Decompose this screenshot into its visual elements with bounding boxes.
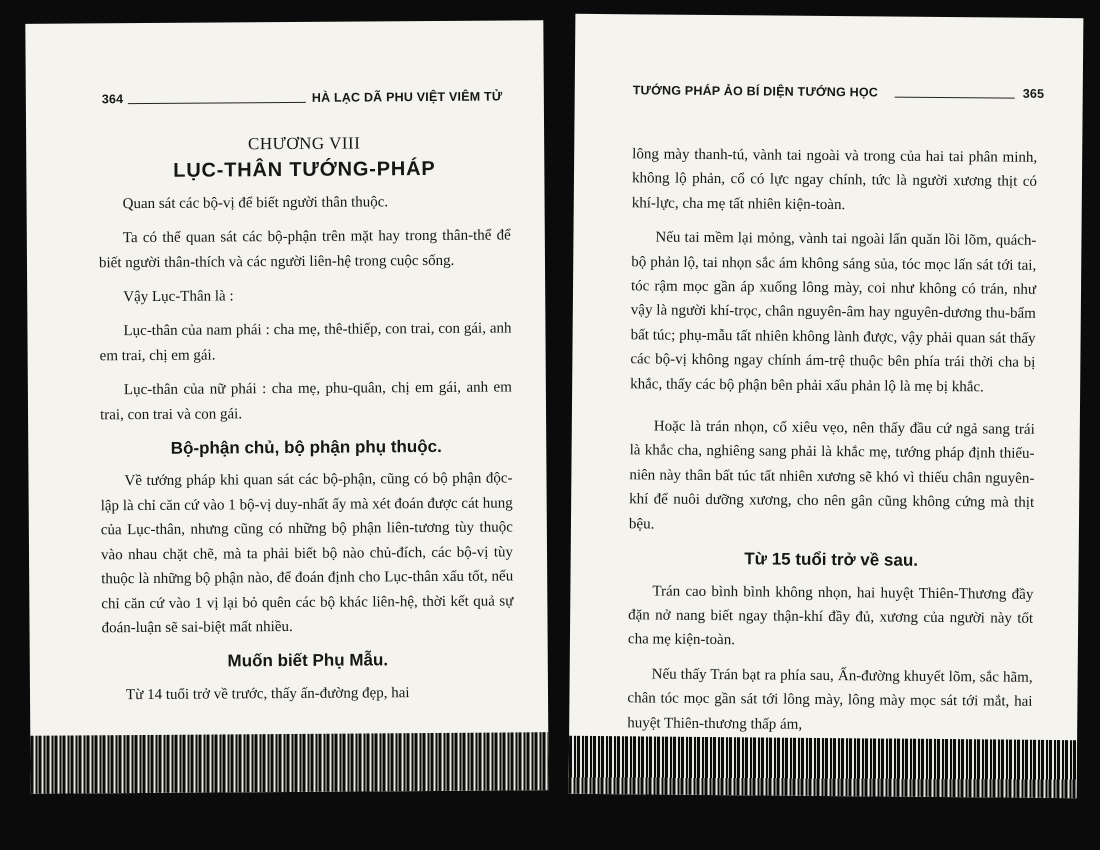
- chapter-title: LỤC-THÂN TƯỚNG-PHÁP: [173, 158, 436, 183]
- paragraph: Hoặc là trán nhọn, cổ xiêu vẹo, nên thấy đầu cứ ngả sang trái là khắc cha, nghiêng sang phải là khắc mẹ, tướng pháp định thiếu-niên này thân bất túc tất nhiên xương sẽ khó vì thiếu chân nguyên-khí để nuôi dưỡng xương, cho nên gân cũng không cứng mà thịt bệu.: [628, 418, 1035, 533]
- paragraph: Từ 14 tuổi trở về trước, thấy ấn-đường đẹp, hai: [125, 684, 410, 703]
- paragraph: Quan sát các bộ-vị để biết người thân thuộc.: [122, 194, 389, 212]
- page-number-left: 364: [101, 92, 124, 107]
- header-rule: [895, 97, 1015, 99]
- paragraph: Trán cao bình bình không nhọn, hai huyệt Thiên-Thương đầy đặn nở nang biết ngay thận-khí đầy đủ, xương của người này tốt cha mẹ kiện-toàn.: [627, 582, 1034, 649]
- paragraph: Vậy Lục-Thân là :: [123, 288, 234, 306]
- header-rule: [128, 102, 306, 104]
- paragraph: Ta có thể quan sát các bộ-phận trên mặt hay trong thân-thể để biết người thân-thích và các người liên-hệ trong cuộc sống.: [98, 227, 511, 271]
- section-heading: Từ 15 tuổi trở về sau.: [744, 549, 919, 570]
- paragraph: lông mày thanh-tú, vành tai ngoài và trong của hai tai phân minh, không lộ phản, cổ có lực ngay chính, tức là người xương thịt có khí-lực, cha mẹ tất nhiên kiện-toàn.: [631, 146, 1038, 213]
- left-running-header: [26, 86, 544, 112]
- running-title-right: TƯỚNG PHÁP ẢO BÍ DIỆN TƯỚNG HỌC: [632, 83, 879, 100]
- running-title-left: HÀ LẠC DÃ PHU VIỆT VIÊM TỬ: [311, 89, 503, 105]
- paragraph: Lục-thân của nam phái : cha mẹ, thê-thiếp, con trai, con gái, anh em trai, chị em gái.: [99, 320, 512, 365]
- scan-fringe: [569, 736, 1077, 798]
- page-number-right: 365: [1022, 86, 1045, 101]
- right-running-header: [575, 80, 1083, 106]
- paragraph: Nếu tai mềm lại mỏng, vành tai ngoài lấn quăn lồi lõm, quách-bộ phản lộ, tai nhọn sắc ám không sáng sủa, tóc mọc lấn sát tới tai, tóc rậm mọc gần áp xuống lông mày, coi như không có trán, như vậy là người khí-trọc, chân nguyên-âm hay nguyên-dương thu-bẩm bất túc; phụ-mẫu tất nhiên không lành được, vậy phải quan sát thấy các bộ-vị không ngay chính ám-trệ thuộc bên phía trái thời cha bị khắc, thấy các bộ phận bên phải xấu phản lộ là mẹ bị khắc.: [630, 229, 1037, 396]
- scan-fringe: [30, 732, 548, 794]
- chapter-label: CHƯƠNG VIII: [247, 133, 361, 154]
- section-heading: Bộ-phận chủ, bộ phận phụ thuộc.: [170, 436, 442, 458]
- section-heading: Muốn biết Phụ Mẫu.: [227, 650, 389, 671]
- right-book-page: [569, 14, 1084, 798]
- left-page-text: [98, 126, 514, 717]
- paragraph: Lục-thân của nữ phái : cha mẹ, phu-quân, chị em gái, anh em trai, con trai và con gái.: [99, 379, 512, 423]
- paragraph: Nếu thấy Trán bạt ra phía sau, Ấn-đường khuyết lõm, sắc hãm, chân tóc mọc gần sát tới lông mày, lông mày mọc sát tới mắt, hai huyệt Thiên-thương thấp ám,: [627, 666, 1033, 733]
- paragraph: Về tướng pháp khi quan sát các bộ-phận, cũng có bộ phận độc-lập là chỉ căn cứ vào 1 bộ-vị duy-nhất ấy mà xét đoán được cát hung của Lục-thân, nhưng cũng có những bộ phận liên-tương tùy thuộc vào nhau chặt chẽ, mà ta phải biết bộ nào chủ-đích, các bộ-vị tùy thuộc là những bộ phận nào, để đoán định cho Lục-thân xấu tốt, nếu chỉ căn cứ vào 1 vị lại bỏ quên các bộ khác liên-hệ, thời kết quả sự đoán-luận sẽ sai-biệt mất nhiều.: [100, 470, 514, 637]
- right-page-text: [627, 142, 1037, 748]
- left-book-page: [25, 20, 548, 794]
